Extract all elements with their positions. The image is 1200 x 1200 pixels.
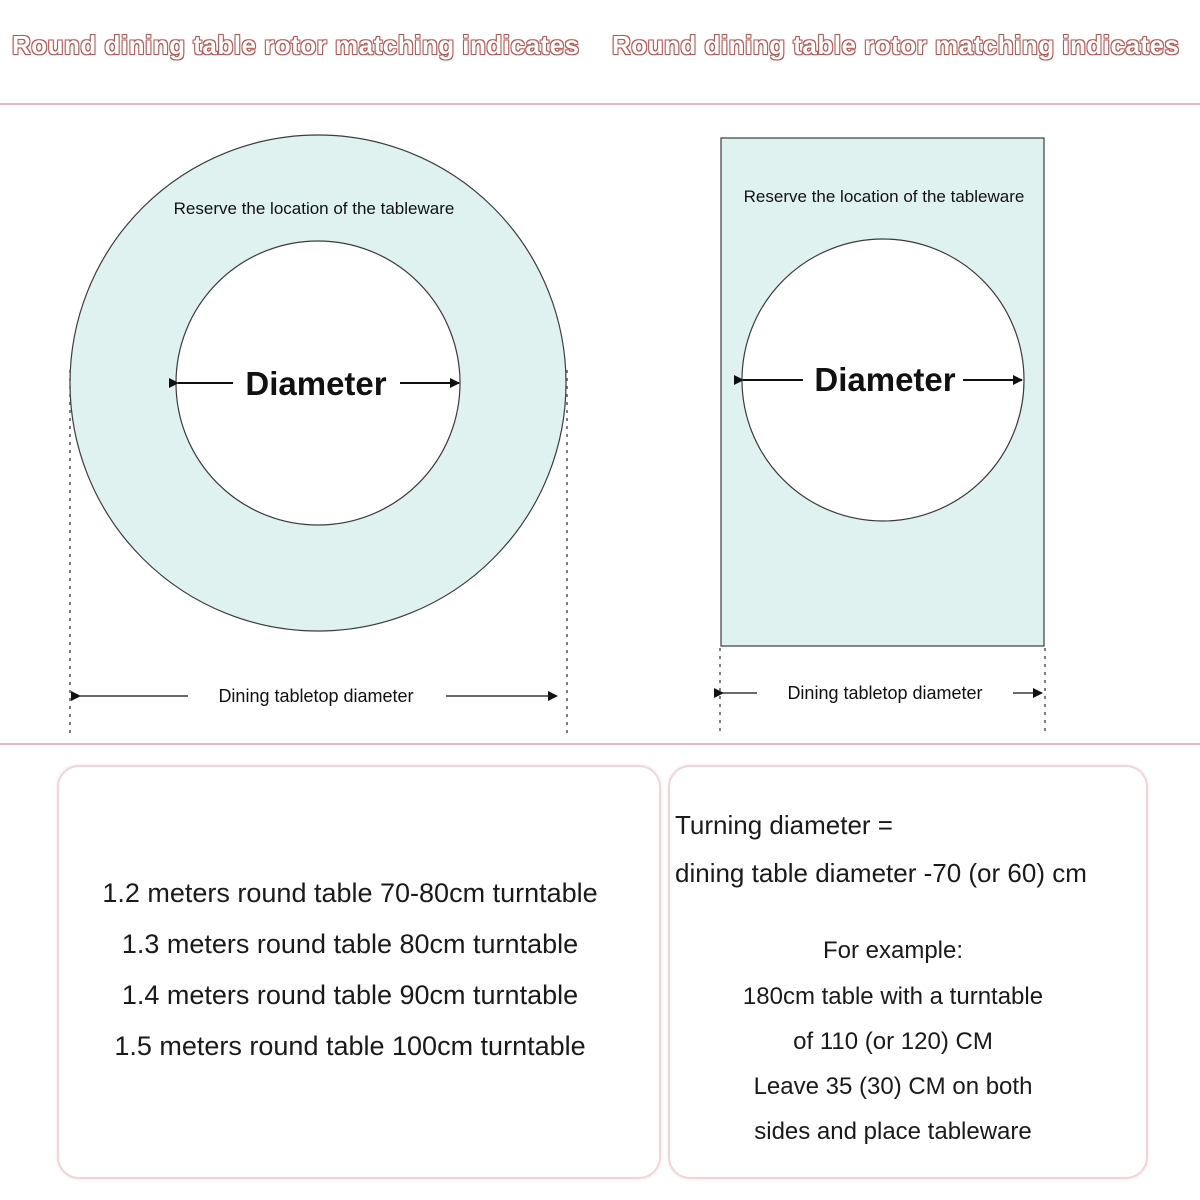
example-line-2: 180cm table with a turntable	[742, 983, 1044, 1010]
formula-line-2: dining table diameter -70 (or 60) cm	[675, 858, 1087, 888]
size-line-4: 1.5 meters round table 100cm turntable	[114, 1031, 586, 1061]
header-title-right: Round dining table rotor matching indicates	[612, 30, 1180, 60]
round-table-diagram	[70, 135, 567, 735]
round-diameter-label: Diameter	[245, 365, 387, 402]
size-line-3: 1.4 meters round table 90cm turntable	[121, 980, 579, 1010]
square-table-diagram	[720, 138, 1045, 735]
square-dimension-label: Dining tabletop diameter	[787, 683, 983, 703]
square-ring-label: Reserve the location of the tableware	[743, 187, 1025, 206]
size-line-1: 1.2 meters round table 70-80cm turntable	[102, 878, 598, 908]
round-dimension-label: Dining tabletop diameter	[218, 686, 414, 706]
example-line-3: of 110 (or 120) CM	[793, 1028, 993, 1055]
example-line-5: sides and place tableware	[754, 1118, 1032, 1145]
example-line-4: Leave 35 (30) CM on both	[753, 1073, 1033, 1100]
formula-line-1: Turning diameter =	[675, 810, 893, 840]
round-ring-label: Reserve the location of the tableware	[173, 199, 455, 218]
header-title-left: Round dining table rotor matching indicates	[12, 30, 580, 60]
square-diameter-label: Diameter	[814, 361, 956, 398]
size-line-2: 1.3 meters round table 80cm turntable	[121, 929, 579, 959]
example-line-1: For example:	[822, 937, 964, 964]
sizes-panel	[57, 765, 661, 1179]
